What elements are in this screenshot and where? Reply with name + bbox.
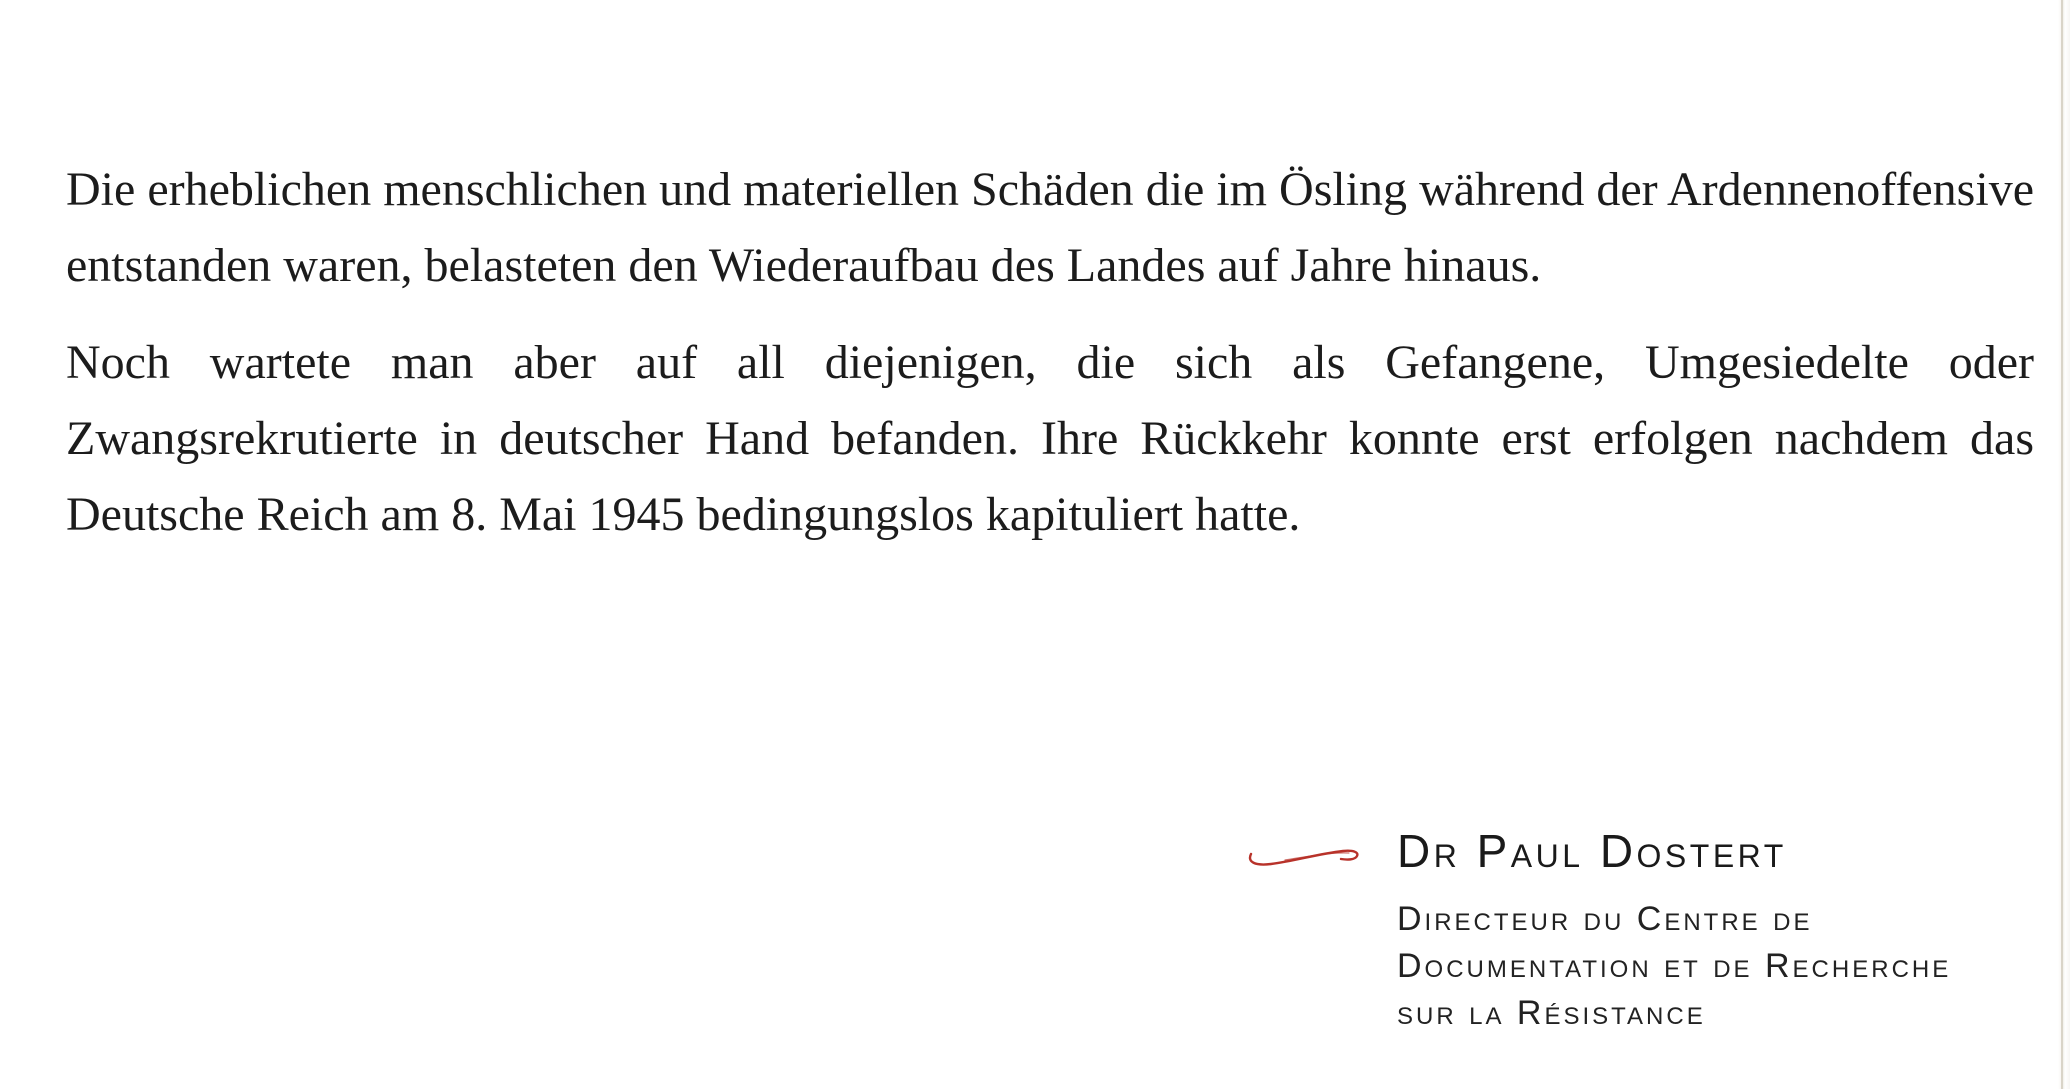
body-text: [66, 152, 2034, 574]
author-title-line-1: Directeur du Centre de: [1397, 900, 1813, 938]
paragraph-1: Die erheblichen menschlichen und materiellen Schäden die im Ösling während der Ardennenoffensive entstanden waren, belasteten den Wiederaufbau des Landes auf Jahre hinaus.: [66, 163, 2034, 292]
paragraph-2: Noch wartete man aber auf all diejenigen, die sich als Gefangene, Umgesiedelte oder Zwangsrekrutierte in deutscher Hand befanden. Ihre Rückkehr konnte erst erfolgen nachdem das Deutsche Reich am 8. Mai 1945 bedingungslos kapituliert hatte.: [66, 336, 2034, 541]
author-line: [1245, 826, 2035, 876]
author-title-line-2: Documentation et de Recherche: [1397, 947, 1952, 985]
author-name: Dr Paul Dostert: [1397, 825, 1787, 877]
red-flourish-icon: [1245, 832, 1365, 872]
author-title-line-3: sur la Résistance: [1397, 994, 1706, 1032]
page-edge: [2058, 0, 2070, 1089]
page-edge-line: [2061, 0, 2063, 1089]
author-title: [1397, 896, 2035, 1037]
signature-block: [1245, 826, 2035, 1037]
